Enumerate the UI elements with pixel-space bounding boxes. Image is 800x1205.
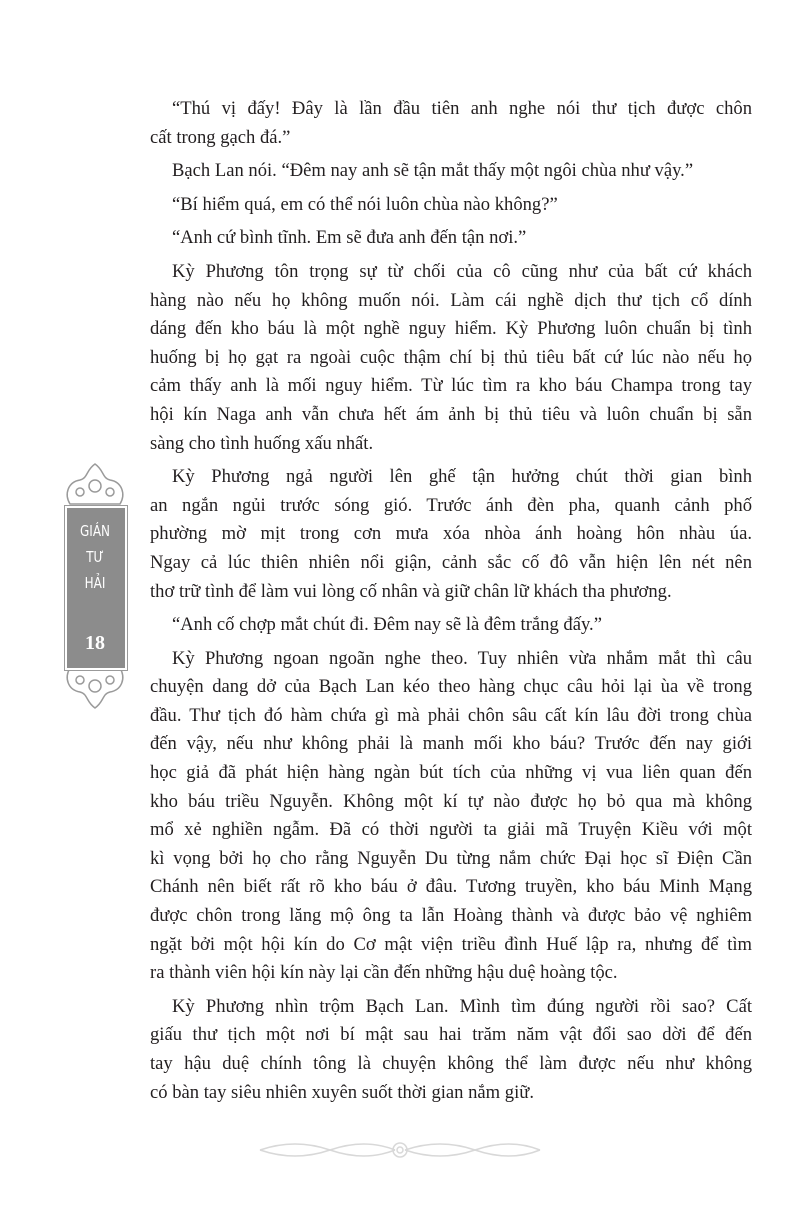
text-line: Kỳ Phương nhìn trộm Bạch Lan. Mình tìm đúng người rồi sao? Cất [172,995,752,1017]
text-line: Kỳ Phương ngoan ngoãn nghe theo. Tuy nhiên vừa nhắm mắt thì câu [172,647,752,669]
text-line: chuyện dang dở của Bạch Lan kéo theo hàng chục câu hỏi lại ùa về trong [150,676,752,698]
paragraph [150,191,752,220]
text-line: có bàn tay siêu nhiên xuyên suốt thời gian nắm giữ. [150,1081,534,1103]
text-line: đầu. Thư tịch đó hàm chứa gì mà phải chôn sâu cất kín lâu đời trong chùa [150,704,752,726]
footer-ornament-icon [255,1138,545,1162]
text-line: thơ trữ tình để làm vui lòng cố nhân và giữ chân lữ khách tha phương. [150,580,672,602]
text-line: tay hậu duệ chính tông là chuyện không thể làm được nếu như không [150,1053,752,1074]
title-line: TƯ [86,548,104,566]
text-line: mổ xẻ nghiền ngẫm. Đã có thời người ta giải mã Truyện Kiều với một [150,819,752,841]
text-line: hội kín Naga anh vẫn chưa hết ám ảnh bị thủ tiêu và luôn chuẩn bị sẵn [150,403,752,425]
text-line: cảm thấy anh là mối nguy hiểm. Từ lúc tìm ra kho báu Champa trong tay [150,375,752,397]
title-line: GIÁN [79,522,111,540]
text-line: ra thành viên hội kín này lại cần đến những hậu duệ hoàng tộc. [150,962,618,984]
text-line: ngặt bởi một hội kín do Cơ mật viện triều đình Huế lập ra, nhưng để tìm [150,933,752,955]
text-line: Kỳ Phương tôn trọng sự từ chối của cô cũng như của bất cứ khách [172,260,752,282]
text-line: Bạch Lan nói. “Đêm nay anh sẽ tận mắt thấy một ngôi chùa như vậy.” [172,160,694,182]
title-line: HẢI [84,574,106,592]
text-line: an ngắn ngủi trước sóng gió. Trước ánh đèn pha, quanh cảnh phố [150,494,752,516]
text-line: kì vọng bởi họ cho rằng Nguyễn Du từng nắm chức Đại học sĩ Điện Cần [150,847,752,869]
book-title [65,518,124,596]
paragraph [150,463,752,606]
body-text [150,95,752,1112]
text-line: sàng cho tình huống xấu nhất. [150,432,374,454]
text-line: “Thú vị đấy! Đây là lần đầu tiên anh nghe nói thư tịch được chôn [172,98,752,119]
text-line: đến vậy, nếu như không phải là manh mối kho báu? Trước đến nay giới [150,733,752,755]
paragraph [150,645,752,988]
page-number: 18 [85,632,105,654]
text-line: học giả đã phát hiện hàng ngàn bút tích của những vị vua liên quan đến [150,762,752,784]
paragraph [150,993,752,1107]
paragraph [150,157,752,186]
text-line: Chánh nên biết rất rõ kho báu ở đâu. Tương truyền, kho báu Minh Mạng [150,876,752,898]
text-line: huống bị họ gạt ra ngoài cuộc thậm chí bị thủ tiêu bất cứ lúc nào nếu họ [150,346,752,368]
paragraph [150,611,752,640]
chapter-side-tab [58,460,132,712]
text-line: hàng nào nếu họ không muốn nói. Làm cái nghề dịch thư tịch cổ dính [150,289,752,311]
text-line: được chôn trong lăng mộ ông ta lẫn Hoàng thành và được bảo vệ nghiêm [150,905,752,927]
text-line: Ngay cả lúc thiên nhiên nổi giận, cảnh sắc cố đô vẫn hiện lên nét nên [150,551,752,573]
paragraph [150,95,752,152]
text-line: cất trong gạch đá.” [150,126,291,148]
text-line: “Anh cứ bình tĩnh. Em sẽ đưa anh đến tận nơi.” [172,227,527,249]
text-line: kho báu triều Nguyễn. Không một kí tự nào được họ bỏ qua mà không [150,790,752,812]
text-line: “Anh cố chợp mắt chút đi. Đêm nay sẽ là đêm trắng đấy.” [172,614,602,636]
text-line: Kỳ Phương ngả người lên ghế tận hưởng chút thời gian bình [172,466,752,488]
text-line: dáng đến kho báu là một nghề nguy hiểm. Kỳ Phương luôn chuẩn bị tình [150,318,752,340]
text-line: phường mờ mịt trong cơn mưa xóa nhòa ánh hoàng hôn nhàu úa. [150,523,752,545]
text-line: “Bí hiểm quá, em có thể nói luôn chùa nào không?” [172,193,558,215]
text-line: giấu thư tịch một nơi bí mật sau hai trăm năm vật đổi sao dời để đến [150,1024,752,1046]
paragraph [150,258,752,458]
paragraph [150,224,752,253]
